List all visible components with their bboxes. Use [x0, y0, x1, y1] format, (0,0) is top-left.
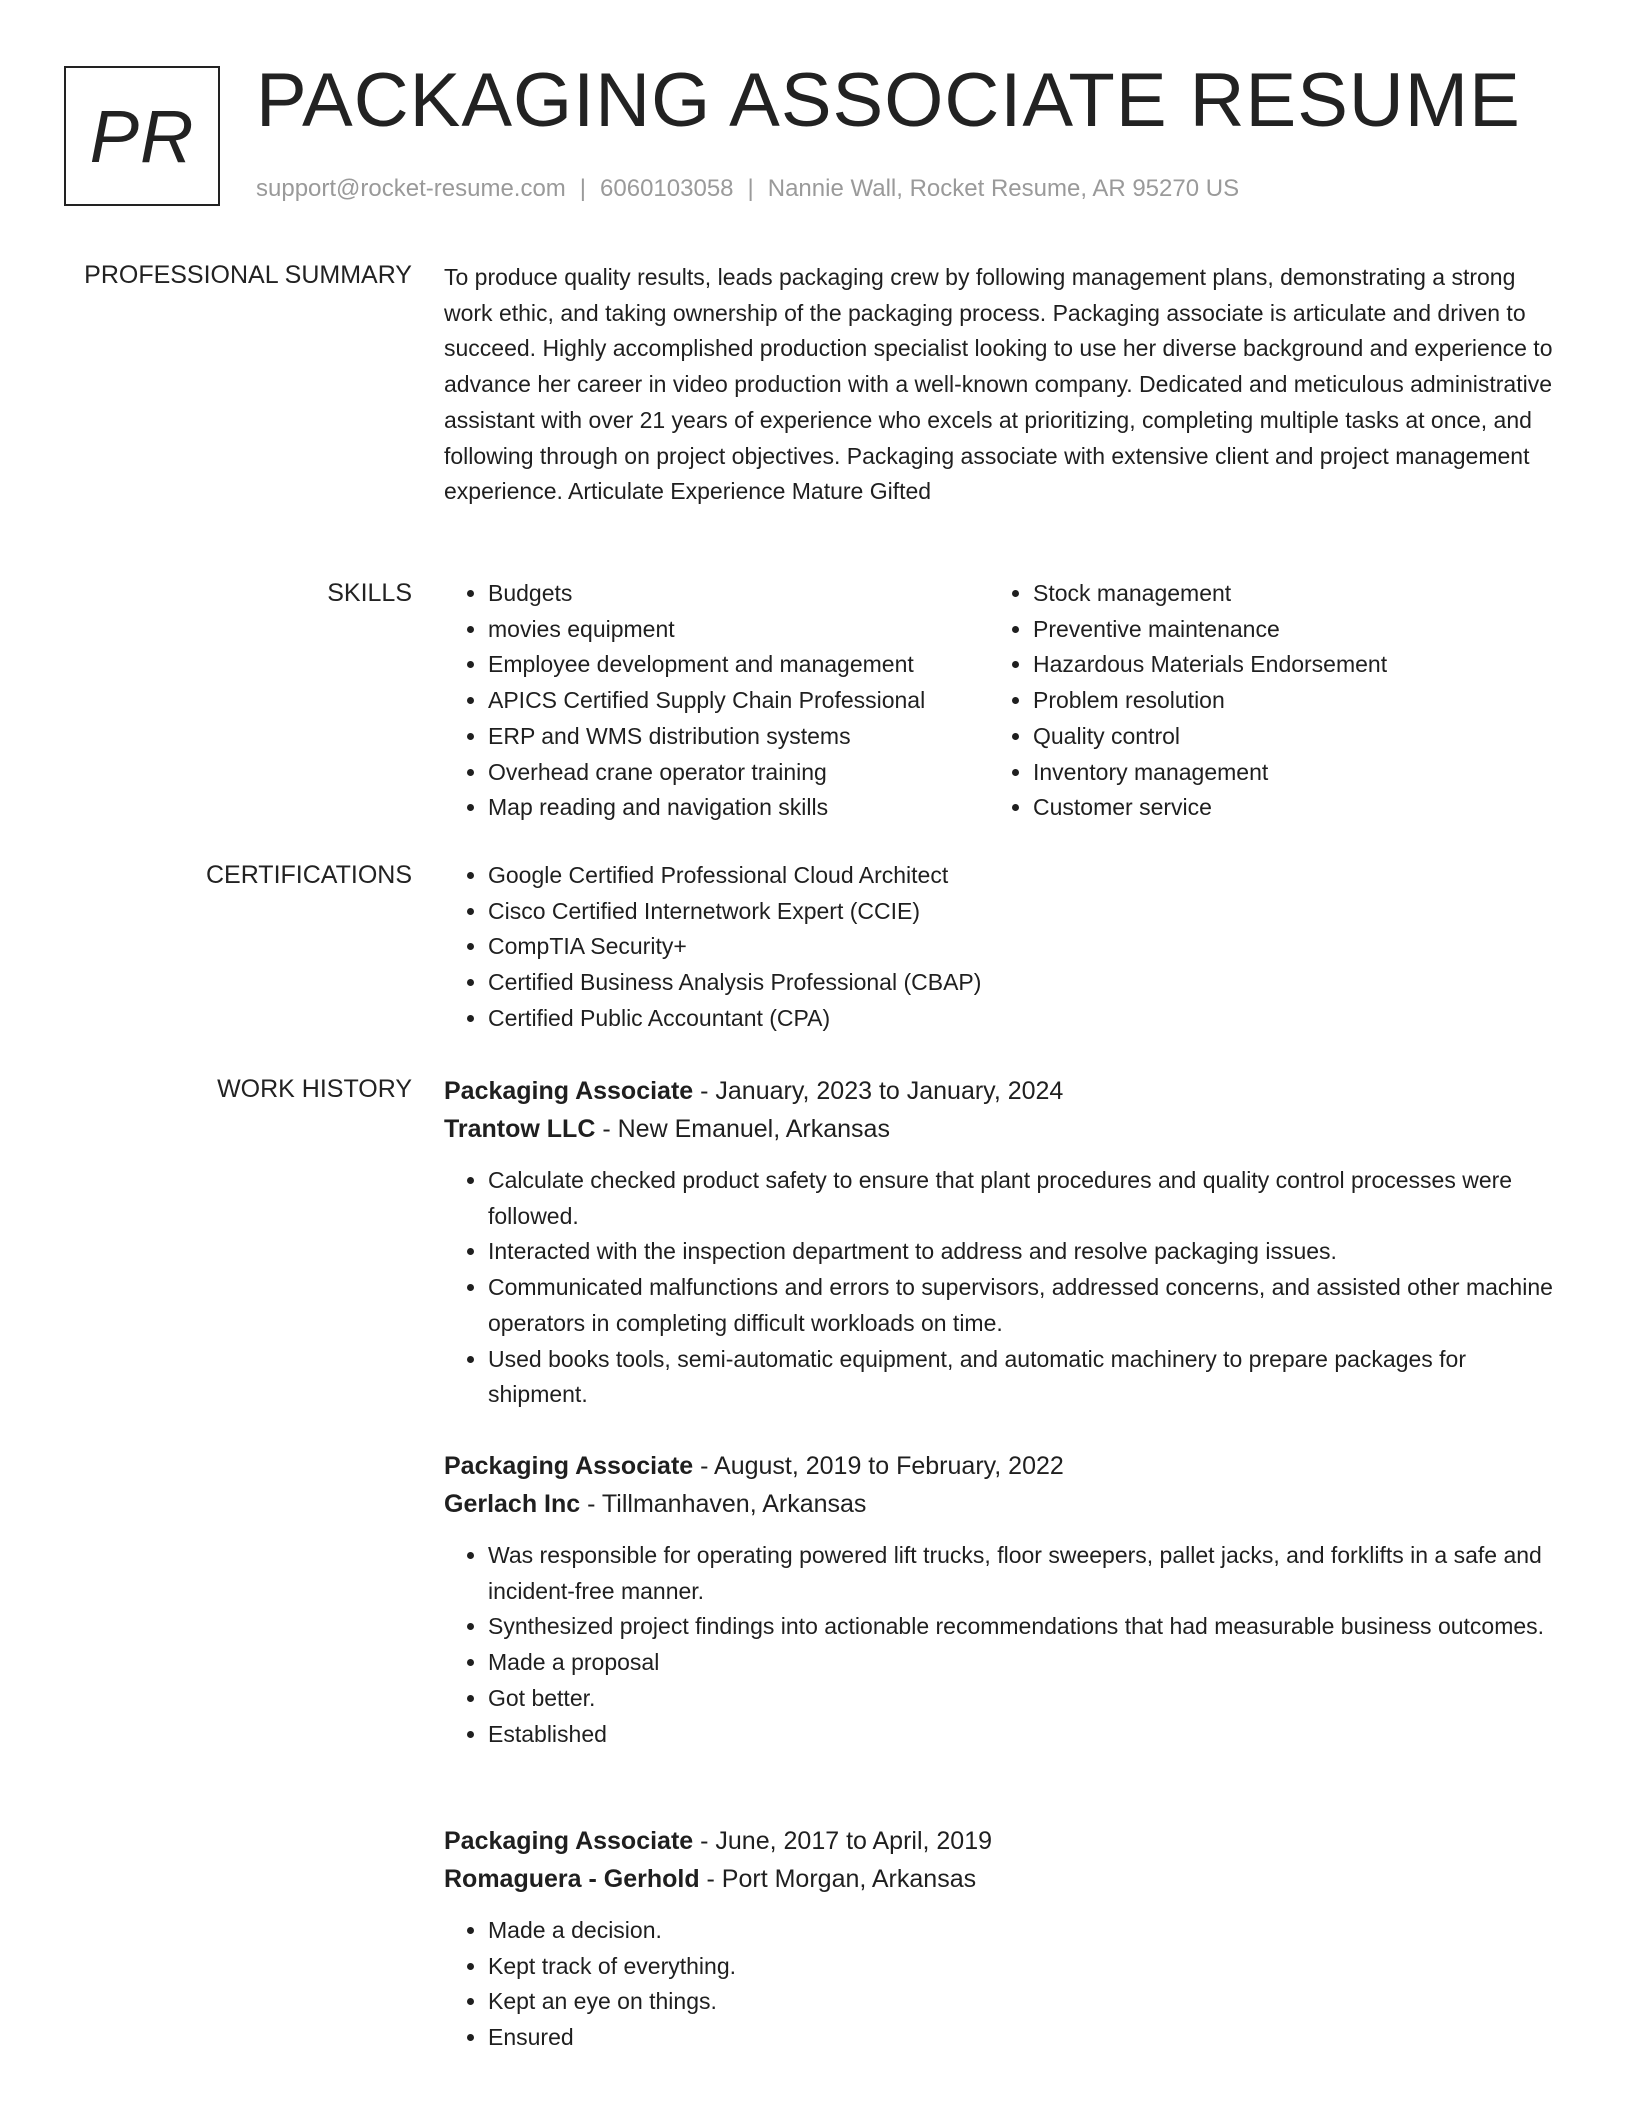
list-item: • Made a decision. [488, 1913, 1560, 1949]
list-item: • Customer service [1033, 790, 1534, 826]
section-label-skills: SKILLS [327, 579, 412, 607]
list-item: • Ensured [488, 2020, 1560, 2056]
list-item: • Budgets [488, 576, 989, 612]
job-entry [444, 1822, 1560, 2056]
list-item: • Cisco Certified Internetwork Expert (CCIE) [488, 894, 1560, 930]
list-item: • movies equipment [488, 612, 989, 648]
list-item: • APICS Certified Supply Chain Professional [488, 683, 989, 719]
summary-body [444, 260, 1560, 510]
page-title: PACKAGING ASSOCIATE RESUME [256, 58, 1521, 143]
summary-text: To produce quality results, leads packaging crew by following management plans, demonstrating a strong work ethic, and taking ownership of the packaging process. Packaging associate is articulate and driven to succeed. Highly accomplished production specialist looking to use her diverse background and experience to advance her career in video production with a well-known company. Dedicated and meticulous administrative assistant with over 21 years of experience who excels at prioritizing, completing multiple tasks at once, and following through on project objectives. Packaging associate with extensive client and project management experience. Articulate Experience Mature Gifted [444, 264, 1553, 505]
job-title-line [444, 1822, 1560, 1860]
list-item: • Preventive maintenance [1033, 612, 1534, 648]
job-bullets [444, 1913, 1560, 2056]
section-label-work-history: WORK HISTORY [217, 1075, 412, 1103]
list-item: • Employee development and management [488, 647, 989, 683]
list-item: • Kept an eye on things. [488, 1984, 1560, 2020]
job-location: - Tillmanhaven, Arkansas [580, 1490, 867, 1518]
list-item: • Certified Public Accountant (CPA) [488, 1001, 1560, 1037]
list-item: • Was responsible for operating powered lift trucks, floor sweepers, pallet jacks, and forklifts in a safe and incident-free manner. [488, 1538, 1560, 1609]
list-item: • Overhead crane operator training [488, 755, 989, 791]
skills-column-right [989, 576, 1534, 826]
job-dates: - August, 2019 to February, 2022 [693, 1452, 1064, 1480]
contact-separator: | [747, 175, 754, 202]
list-item: • Got better. [488, 1681, 1560, 1717]
skills-list-left [444, 576, 989, 826]
list-item: • Google Certified Professional Cloud Architect [488, 858, 1560, 894]
list-item: • Synthesized project findings into actionable recommendations that had measurable business outcomes. [488, 1609, 1560, 1645]
job-title-line [444, 1447, 1560, 1485]
list-item: • Stock management [1033, 576, 1534, 612]
list-item: • Problem resolution [1033, 683, 1534, 719]
job-company-line [444, 1110, 1560, 1148]
monogram-logo: PR [64, 66, 220, 206]
contact-address: Nannie Wall, Rocket Resume, AR 95270 US [767, 175, 1240, 202]
job-company: Romaguera - Gerhold [444, 1865, 700, 1893]
job-title: Packaging Associate [444, 1077, 694, 1105]
list-item: • Inventory management [1033, 755, 1534, 791]
skills-column-left [444, 576, 989, 826]
list-item: • Used books tools, semi-automatic equipment, and automatic machinery to prepare packages for shipment. [488, 1342, 1560, 1413]
certifications-list [444, 858, 1560, 1037]
list-item: • ERP and WMS distribution systems [488, 719, 989, 755]
section-label-summary: PROFESSIONAL SUMMARY [84, 261, 412, 289]
job-entry [444, 1447, 1560, 1752]
job-location: - Port Morgan, Arkansas [699, 1865, 977, 1893]
list-item: • Hazardous Materials Endorsement [1033, 647, 1534, 683]
list-item: • Quality control [1033, 719, 1534, 755]
list-item: • Certified Business Analysis Professional (CBAP) [488, 965, 1560, 1001]
contact-email[interactable]: support@rocket-resume.com [256, 175, 566, 202]
job-title-line [444, 1072, 1560, 1110]
list-item: • Communicated malfunctions and errors to supervisors, addressed concerns, and assisted other machine operators in completing difficult workloads on time. [488, 1270, 1560, 1341]
job-title: Packaging Associate [444, 1452, 694, 1480]
list-item: • Calculate checked product safety to ensure that plant procedures and quality control processes were followed. [488, 1163, 1560, 1234]
skills-body [444, 576, 1560, 826]
job-bullets [444, 1538, 1560, 1752]
contact-line [256, 172, 1239, 206]
contact-separator: | [579, 175, 587, 202]
job-company: Trantow LLC [444, 1115, 596, 1143]
skills-list-right [989, 576, 1534, 826]
job-bullets [444, 1163, 1560, 1413]
list-item: • Map reading and navigation skills [488, 790, 989, 826]
job-entry [444, 1072, 1560, 1413]
list-item: • Interacted with the inspection department to address and resolve packaging issues. [488, 1234, 1560, 1270]
job-company-line [444, 1485, 1560, 1523]
job-company-line [444, 1860, 1560, 1898]
contact-phone[interactable]: 6060103058 [600, 175, 734, 202]
list-item: • Kept track of everything. [488, 1949, 1560, 1985]
section-label-certifications: CERTIFICATIONS [205, 861, 412, 889]
job-dates: - January, 2023 to January, 2024 [693, 1077, 1064, 1105]
job-company: Gerlach Inc [444, 1490, 581, 1518]
list-item: • CompTIA Security+ [488, 929, 1560, 965]
certifications-body [444, 858, 1560, 1037]
job-dates: - June, 2017 to April, 2019 [693, 1827, 993, 1855]
list-item: • Established [488, 1717, 1560, 1753]
skills-columns [444, 576, 1560, 826]
job-location: - New Emanuel, Arkansas [595, 1115, 890, 1143]
list-item: • Made a proposal [488, 1645, 1560, 1681]
job-title: Packaging Associate [444, 1827, 694, 1855]
